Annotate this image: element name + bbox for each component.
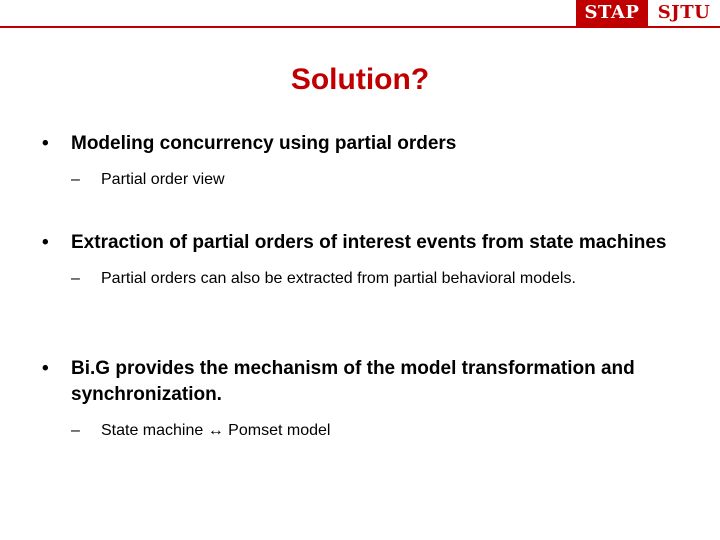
sub-bullet-marker: – [71,171,80,188]
sub-bullet-marker: – [71,422,80,439]
bullet-marker: • [42,133,49,154]
bullet-item [42,230,682,290]
sub-bullet-text: Partial orders can also be extracted from partial behavioral models. [101,270,576,287]
sub-bullet-text: State machine ↔ Pomset model [101,422,331,439]
sub-bullet-item [71,420,682,442]
sub-bullet-text: Partial order view [101,171,225,188]
logo-sjtu: SJTU [648,0,720,26]
header-rule [0,26,720,28]
bullet-marker: • [42,232,49,253]
bullet-text: Extraction of partial orders of interest events from state machines [71,232,667,253]
sub-bullet-marker: – [71,270,80,287]
slide-title: Solution? [290,63,430,96]
stap-sjtu-logo [576,0,720,26]
bullet-item [42,356,682,442]
bullet-text: Bi.G provides the mechanism of the model transformation and synchronization. [71,358,635,405]
logo-stap: STAP [576,0,648,26]
sub-bullet-item [71,169,682,191]
bullet-item [42,131,682,191]
sub-bullet-item [71,268,682,290]
bullet-text: Modeling concurrency using partial orders [71,133,457,154]
bullet-marker: • [42,358,49,379]
